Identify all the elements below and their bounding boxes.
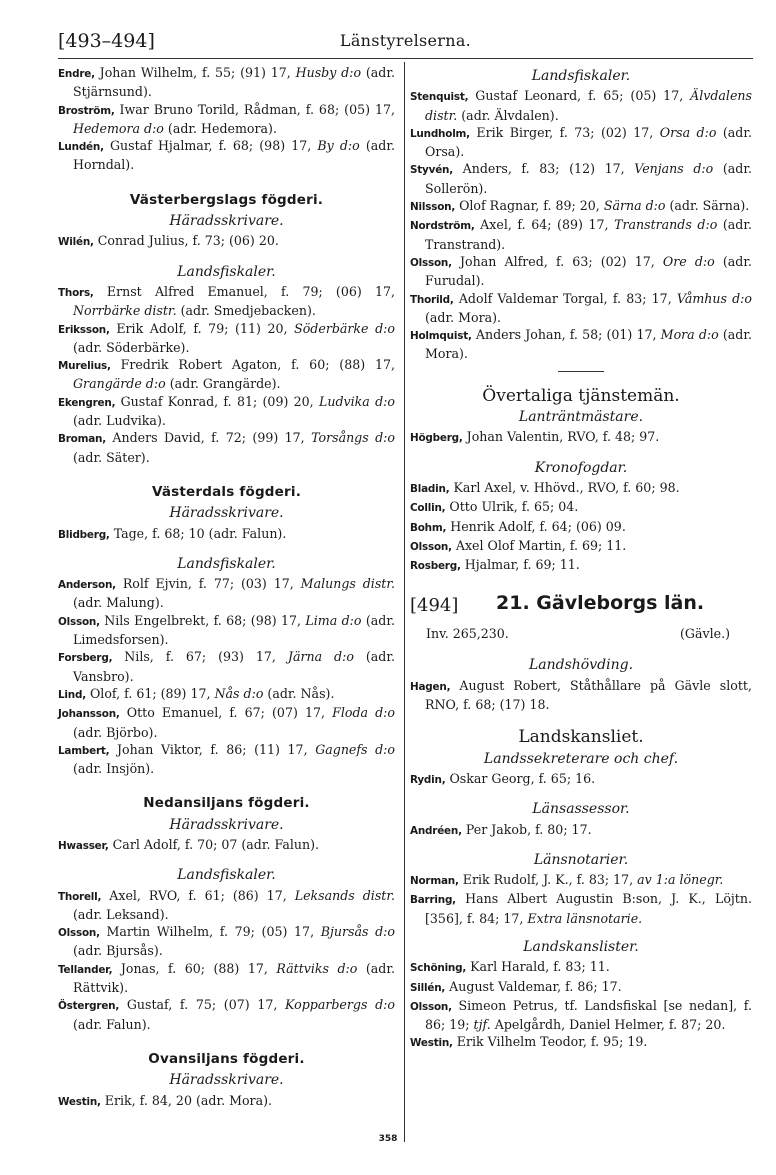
entry-address: (adr. Söderbärke). (73, 339, 190, 355)
entry-district: Extra länsnotarie. (527, 910, 643, 926)
personnel-entry (58, 612, 395, 649)
entry-details: Hjalmar, f. 69; 11. (460, 557, 580, 573)
county-title: 21. Gävleborgs län. (496, 592, 705, 615)
personnel-entry (58, 741, 395, 778)
person-surname: Lundholm, (410, 127, 470, 140)
entry-details: Johan Alfred, f. 63; (02) 17, (451, 253, 663, 269)
entry-details: Conrad Julius, f. 73; (06) 20. (93, 233, 279, 249)
entry-district: Gagnefs d:o (315, 741, 395, 757)
person-surname: Westin, (410, 1037, 453, 1050)
entry-district: Älvdalens distr. (425, 88, 752, 123)
personnel-entry (410, 124, 752, 161)
section-heading: Västerdals fögderi. (151, 483, 302, 500)
personnel-entry (410, 253, 752, 290)
entry-details: Johan Wilhelm, f. 55; (91) 17, (94, 65, 296, 80)
entry-details: Axel, f. 64; (89) 17, (474, 217, 615, 233)
person-surname: Olsson, (410, 1000, 452, 1013)
entry-district: By d:o (317, 138, 360, 154)
entry-details: Erik Rudolf, J. K., f. 83; 17, (458, 872, 638, 888)
county-page-ref: [494] (410, 595, 459, 617)
entry-details: Iwar Bruno Torild, Rådman, f. 68; (05) 17, (114, 101, 395, 117)
personnel-entry (410, 871, 752, 890)
entry-details: Gustaf, f. 75; (07) 17, (119, 997, 286, 1013)
role-heading: Häradsskrivare. (169, 213, 284, 230)
role-heading: Landshövding. (528, 657, 634, 674)
entry-details: Per Jakob, f. 80; 17. (461, 821, 592, 837)
entry-district: tjf. (473, 1017, 491, 1033)
entry-district: Orsa d:o (659, 124, 717, 140)
county-info (410, 623, 752, 645)
entry-details: Nils, f. 67; (93) 17, (112, 649, 288, 665)
entry-address: (adr. Falun). (73, 1016, 151, 1032)
personnel-entry (58, 525, 395, 544)
entry-details: Rolf Ejvin, f. 77; (03) 17, (115, 576, 301, 592)
personnel-entry (410, 537, 752, 556)
person-surname: Schöning, (410, 962, 467, 975)
role-heading: Landsfiskaler. (177, 555, 276, 572)
personnel-entry (410, 677, 752, 714)
person-surname: Collin, (410, 502, 446, 515)
entry-details: Nils Engelbrekt, f. 68; (98) 17, (99, 612, 306, 628)
entry-address: (adr. Limedsforsen). (73, 612, 395, 648)
personnel-entry (58, 320, 395, 357)
entry-district: Bjursås d:o (320, 924, 395, 940)
entry-address: (adr. Sollerön). (425, 161, 752, 196)
entry-address: (adr. Älvdalen). (457, 107, 559, 123)
entry-details: Anders, f. 83; (12) 17, (453, 161, 635, 177)
personnel-entry (410, 428, 752, 447)
role-heading: Landsfiskaler. (177, 867, 276, 884)
entry-details: August Robert, Ståthållare på Gävle slott, RNO, f. 68; (17) 18. (425, 677, 752, 713)
personnel-entry (58, 1092, 395, 1111)
entry-details: Olof Ragnar, f. 89; 20, (455, 198, 604, 214)
entry-address: (adr. Smedjebacken). (176, 303, 316, 319)
entry-district: Venjans d:o (634, 161, 714, 177)
entry-address: (adr. Hedemora). (163, 120, 277, 136)
personnel-entry (410, 997, 752, 1034)
personnel-entry (58, 887, 395, 924)
person-surname: Broström, (58, 104, 115, 117)
personnel-entry (58, 575, 395, 612)
entry-address: (adr. Stjärnsund). (73, 65, 395, 100)
personnel-entry (58, 836, 395, 855)
entry-details: Johan Valentin, RVO, f. 48; 97. (462, 429, 660, 445)
entry-details: August Valdemar, f. 86; 17. (445, 978, 622, 994)
personnel-entry (410, 160, 752, 197)
page-header (58, 30, 753, 56)
personnel-entry (410, 890, 752, 927)
role-heading: Häradsskrivare. (169, 505, 284, 522)
entry-district: Kopparbergs d:o (285, 997, 395, 1013)
personnel-entry (58, 685, 395, 704)
entry-details: Gustaf Leonard, f. 65; (05) 17, (468, 88, 691, 104)
section-heading: Ovansiljans fögderi. (148, 1050, 305, 1067)
person-surname: Bladin, (410, 482, 450, 495)
entry-address: Apelgårdh, Daniel Helmer, f. 87; 20. (490, 1017, 726, 1033)
department-heading: Landskansliet. (518, 727, 644, 748)
personnel-entry (410, 821, 752, 840)
role-heading: Landskanslister. (523, 938, 639, 955)
entry-details: Otto Emanuel, f. 67; (07) 17, (119, 705, 333, 721)
person-surname: Norman, (410, 875, 459, 888)
personnel-entry (58, 923, 395, 960)
entry-details: Adolf Valdemar Torgal, f. 83; 17, (453, 290, 677, 306)
person-surname: Lind, (58, 688, 86, 701)
role-heading: Kronofogdar. (534, 459, 628, 476)
entry-address: (adr. Malung). (73, 595, 164, 611)
person-surname: Hagen, (410, 680, 451, 693)
person-surname: Thorild, (410, 293, 454, 306)
person-surname: Westin, (58, 1095, 101, 1108)
personnel-entry (58, 393, 395, 430)
entry-details: Karl Axel, v. Hhövd., RVO, f. 60; 98. (449, 479, 680, 495)
entry-district: Ludvika d:o (319, 393, 396, 409)
person-surname: Anderson, (58, 579, 116, 592)
entry-district: Mora d:o (660, 327, 719, 343)
role-heading: Häradsskrivare. (169, 816, 284, 833)
personnel-entry (58, 232, 395, 251)
entry-district: Söderbärke d:o (294, 320, 395, 336)
entry-details: Martin Wilhelm, f. 79; (05) 17, (99, 924, 321, 940)
entry-details: Tage, f. 68; 10 (adr. Falun). (109, 525, 287, 541)
personnel-entry (410, 479, 752, 498)
entry-details: Ernst Alfred Emanuel, f. 79; (06) 17, (93, 283, 395, 299)
county-heading (410, 592, 752, 621)
personnel-entry (58, 648, 395, 685)
entry-details: Otto Ulrik, f. 65; 04. (445, 499, 579, 515)
entry-district: Floda d:o (332, 705, 395, 721)
entry-district: Malungs distr. (300, 576, 395, 592)
entry-district: Järna d:o (287, 649, 354, 665)
entry-district: Nås d:o (214, 685, 264, 701)
entry-address: (adr. Leksand). (73, 906, 169, 922)
entry-address: (adr. Särna). (665, 198, 750, 214)
person-surname: Ekengren, (58, 396, 116, 409)
entry-district: Husby d:o (295, 65, 362, 80)
entry-district: Våmhus d:o (676, 290, 753, 306)
entry-details: Karl Harald, f. 83; 11. (466, 959, 610, 975)
role-heading: Länsassessor. (532, 801, 630, 818)
entry-district: Lima d:o (305, 612, 362, 628)
person-surname: Tellander, (58, 963, 113, 976)
personnel-entry (410, 498, 752, 517)
person-surname: Forsberg, (58, 652, 113, 665)
entry-details: Henrik Adolf, f. 64; (06) 09. (446, 518, 626, 534)
personnel-entry (410, 1033, 752, 1052)
role-heading: Landssekreterare och chef. (483, 750, 679, 767)
entry-details: Anders David, f. 72; (99) 17, (105, 430, 312, 446)
person-surname: Broman, (58, 433, 106, 446)
entry-address: (adr. Vansbro). (73, 649, 395, 684)
person-surname: Nordström, (410, 220, 475, 233)
person-surname: Barring, (410, 894, 456, 907)
entry-details: Gustaf Hjalmar, f. 68; (98) 17, (103, 138, 318, 154)
person-surname: Holmquist, (410, 330, 472, 343)
person-surname: Lambert, (58, 744, 110, 757)
personnel-entry (58, 704, 395, 741)
personnel-entry (410, 326, 752, 363)
entry-district: Grangärde d:o (73, 376, 166, 392)
entry-details: Johan Viktor, f. 86; (11) 17, (109, 741, 316, 757)
entry-details: Erik Adolf, f. 79; (11) 20, (109, 320, 295, 336)
entry-address: (adr. Orsa). (425, 124, 752, 160)
personnel-entry (410, 87, 752, 124)
entry-address: (adr. Horndal). (73, 138, 395, 173)
entry-district: Transtrands d:o (614, 217, 718, 233)
personnel-entry (58, 429, 395, 466)
person-surname: Wilén, (58, 236, 94, 249)
county-seat: (Gävle.) (680, 626, 730, 642)
person-surname: Olsson, (410, 256, 452, 269)
person-surname: Östergren, (58, 1000, 120, 1013)
person-surname: Högberg, (410, 432, 463, 445)
person-surname: Johansson, (58, 708, 120, 721)
person-surname: Olsson, (410, 540, 452, 553)
personnel-entry (410, 556, 752, 575)
page-range: [493–494] (58, 30, 155, 52)
person-surname: Stenquist, (410, 91, 469, 104)
column-divider (404, 62, 405, 1142)
entry-address: (adr. Mora). (425, 327, 752, 362)
entry-address: (adr. Mora). (425, 309, 502, 325)
running-title: Länstyrelserna. (339, 31, 472, 50)
header-rule (58, 58, 753, 59)
short-divider (558, 371, 604, 372)
entry-district: Hedemora d:o (73, 120, 164, 136)
section-heading: Nedansiljans fögderi. (143, 795, 310, 812)
entry-details: Simeon Petrus, tf. Landsfiskal [se nedan], f. 86; 19; (425, 997, 752, 1033)
entry-address: (adr. Nås). (263, 685, 335, 701)
entry-details: Olof, f. 61; (89) 17, (85, 685, 215, 701)
person-surname: Sillén, (410, 981, 446, 994)
personnel-entry (410, 978, 752, 997)
person-surname: Olsson, (58, 615, 100, 628)
department-heading: Övertaliga tjänstemän. (482, 385, 680, 406)
entry-details: Hans Albert Augustin B:son, J. K., Löjtn. [356], f. 84; 17, (425, 891, 752, 926)
personnel-entry (58, 283, 395, 320)
entry-address: (adr. Björbo). (73, 724, 158, 740)
person-surname: Lundén, (58, 141, 104, 154)
person-surname: Blidberg, (58, 528, 110, 541)
entry-address: (adr. Furudal). (425, 253, 752, 289)
entry-district: Ore d:o (662, 253, 715, 269)
entry-details: Erik Birger, f. 73; (02) 17, (469, 124, 660, 140)
role-heading: Häradsskrivare. (169, 1072, 284, 1089)
entry-address: (adr. Säter). (73, 449, 150, 465)
personnel-entry (410, 216, 752, 253)
person-surname: Styvén, (410, 164, 453, 177)
role-heading: Lanträntmästare. (518, 409, 644, 426)
personnel-entry (410, 290, 752, 327)
person-surname: Andréen, (410, 824, 462, 837)
person-surname: Eriksson, (58, 323, 110, 336)
person-surname: Rydin, (410, 773, 446, 786)
role-heading: Landsfiskaler. (177, 263, 276, 280)
person-surname: Bohm, (410, 521, 447, 534)
entry-district: Rättviks d:o (276, 960, 358, 976)
person-surname: Hwasser, (58, 839, 109, 852)
personnel-entry (58, 960, 395, 997)
entry-district: Torsångs d:o (311, 430, 395, 446)
entry-district: Norrbärke distr. (73, 303, 177, 319)
entry-details: Erik Vilhelm Teodor, f. 95; 19. (452, 1034, 648, 1050)
person-surname: Rosberg, (410, 560, 461, 573)
personnel-entry (58, 101, 395, 138)
entry-address: (adr. Bjursås). (73, 943, 163, 959)
entry-details: Anders Johan, f. 58; (01) 17, (471, 327, 661, 343)
entry-details: Axel, RVO, f. 61; (86) 17, (101, 887, 295, 903)
personnel-entry (58, 996, 395, 1033)
entry-details: Oskar Georg, f. 65; 16. (445, 770, 596, 786)
personnel-entry (410, 518, 752, 537)
person-surname: Olsson, (58, 927, 100, 940)
left-column (58, 64, 395, 1111)
section-heading: Västerbergslags fögderi. (129, 191, 324, 208)
role-heading: Landsfiskaler. (531, 68, 631, 84)
entry-details: Erik, f. 84, 20 (adr. Mora). (100, 1092, 273, 1108)
entry-address: (adr. Rättvik). (73, 960, 395, 996)
entry-district: Särna d:o (603, 198, 666, 214)
personnel-entry (58, 356, 395, 393)
entry-details: Carl Adolf, f. 70; 07 (adr. Falun). (108, 836, 320, 852)
right-column (410, 64, 752, 1053)
entry-details: Axel Olof Martin, f. 69; 11. (451, 537, 627, 553)
person-surname: Thorell, (58, 890, 102, 903)
role-heading: Länsnotarier. (533, 851, 629, 868)
personnel-entry (410, 197, 752, 216)
page-number: 358 (378, 1134, 398, 1144)
person-surname: Murelius, (58, 360, 111, 373)
entry-district: av 1:a lönegr. (637, 872, 724, 888)
entry-details: Fredrik Robert Agaton, f. 60; (88) 17, (110, 357, 395, 373)
person-surname: Nilsson, (410, 201, 456, 214)
personnel-entry (410, 958, 752, 977)
entry-address: (adr. Transtrand). (425, 217, 752, 252)
entry-district: Leksands distr. (294, 887, 395, 903)
person-surname: Thors, (58, 286, 94, 299)
personnel-entry (410, 770, 752, 789)
personnel-entry (58, 137, 395, 174)
population-count: Inv. 265,230. (426, 626, 509, 642)
entry-details: Gustaf Konrad, f. 81; (09) 20, (115, 393, 319, 409)
entry-details: Jonas, f. 60; (88) 17, (112, 960, 277, 976)
entry-address: (adr. Ludvika). (73, 413, 166, 429)
entry-address: (adr. Grangärde). (165, 376, 281, 392)
person-surname: Endre, (58, 68, 95, 80)
personnel-entry (58, 64, 395, 101)
entry-address: (adr. Insjön). (73, 761, 155, 777)
